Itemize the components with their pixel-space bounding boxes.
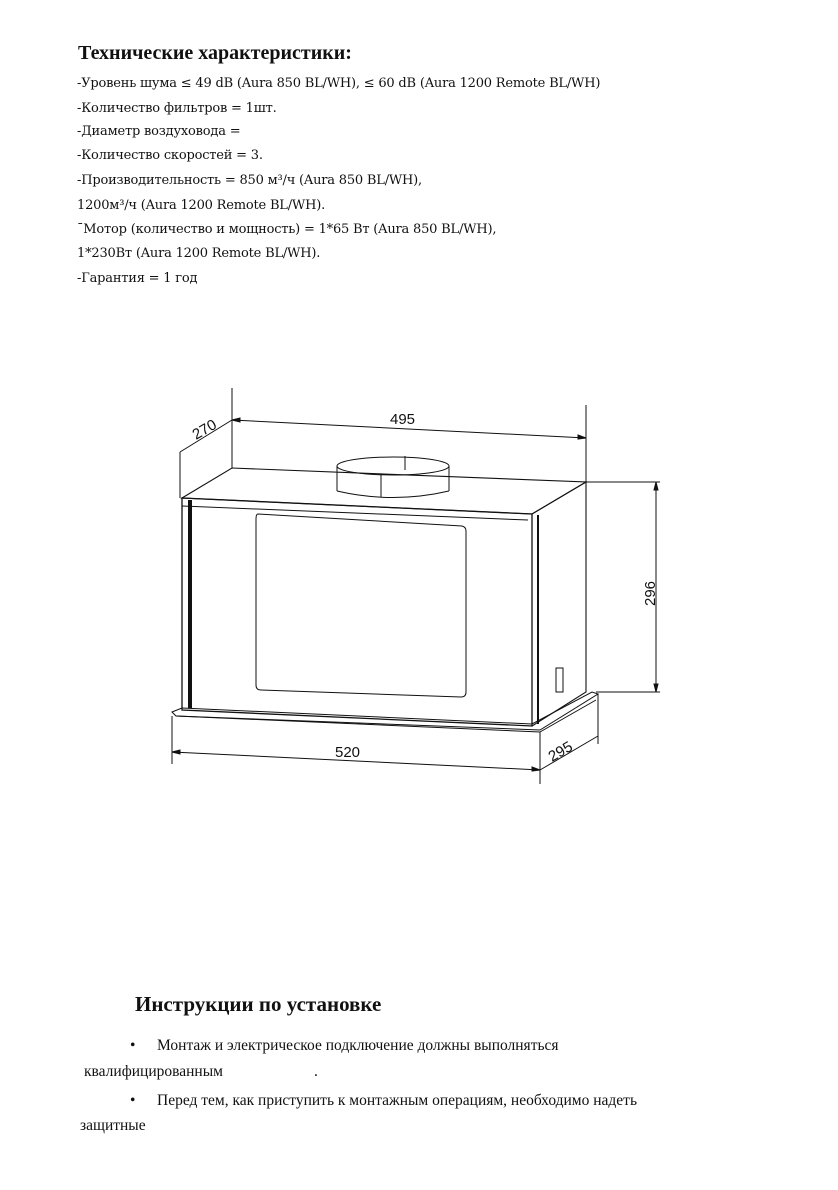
spec-speed-count: -Количество скоростей = 3.	[77, 148, 263, 163]
hood-glass-window	[256, 514, 466, 697]
hood-dimension-diagram	[0, 380, 838, 800]
install-bullet-1-line-1: Монтаж и электрическое подключение должны выполняться	[157, 1037, 559, 1054]
spec-capacity: -Производительность = 850 м³/ч (Aura 850 BL/WH),	[77, 173, 422, 188]
specs-title: Технические характеристики:	[78, 42, 352, 64]
spec-capacity-cont: 1200м³/ч (Aura 1200 Remote BL/WH).	[77, 198, 326, 213]
dim-bottom-width-label: 520	[335, 744, 361, 761]
hood-switch-slot	[556, 668, 563, 692]
hood-right-side	[532, 482, 586, 726]
spec-motor-cont: 1*230Вт (Aura 1200 Remote BL/WH).	[77, 246, 321, 261]
install-bullet-1-line-2: квалифицированным	[84, 1063, 223, 1080]
spec-duct-diameter: -Диаметр воздуховода =	[77, 124, 241, 139]
spec-noise-level: -Уровень шума ≤ 49 dB (Aura 850 BL/WH), ≤ 60 dB (Aura 1200 Remote BL/WH)	[77, 76, 601, 91]
dim-height-label: 296	[642, 580, 659, 606]
hood-front-face	[182, 498, 532, 726]
install-bullet-1-tail: .	[314, 1063, 318, 1080]
install-bullet-2-line-1: Перед тем, как приступить к монтажным операциям, необходимо надеть	[157, 1092, 638, 1109]
install-title: Инструкции по установке	[135, 992, 382, 1016]
duct-collar-top	[337, 457, 449, 475]
bullet-marker: •	[130, 1037, 136, 1054]
duct-collar-body	[337, 466, 449, 498]
dim-top-depth-label: 270	[189, 416, 220, 444]
spec-motor: ¯Мотор (количество и мощность) = 1*65 Вт (Aura 850 BL/WH),	[77, 222, 497, 237]
spec-filter-count: -Количество фильтров = 1шт.	[77, 101, 277, 116]
dim-bottom-depth-label: 295	[545, 738, 576, 766]
bullet-marker: •	[130, 1092, 136, 1109]
spec-warranty: -Гарантия = 1 год	[77, 271, 198, 286]
dim-top-width-label: 495	[390, 411, 416, 428]
install-bullet-2-line-2: защитные	[80, 1117, 146, 1134]
